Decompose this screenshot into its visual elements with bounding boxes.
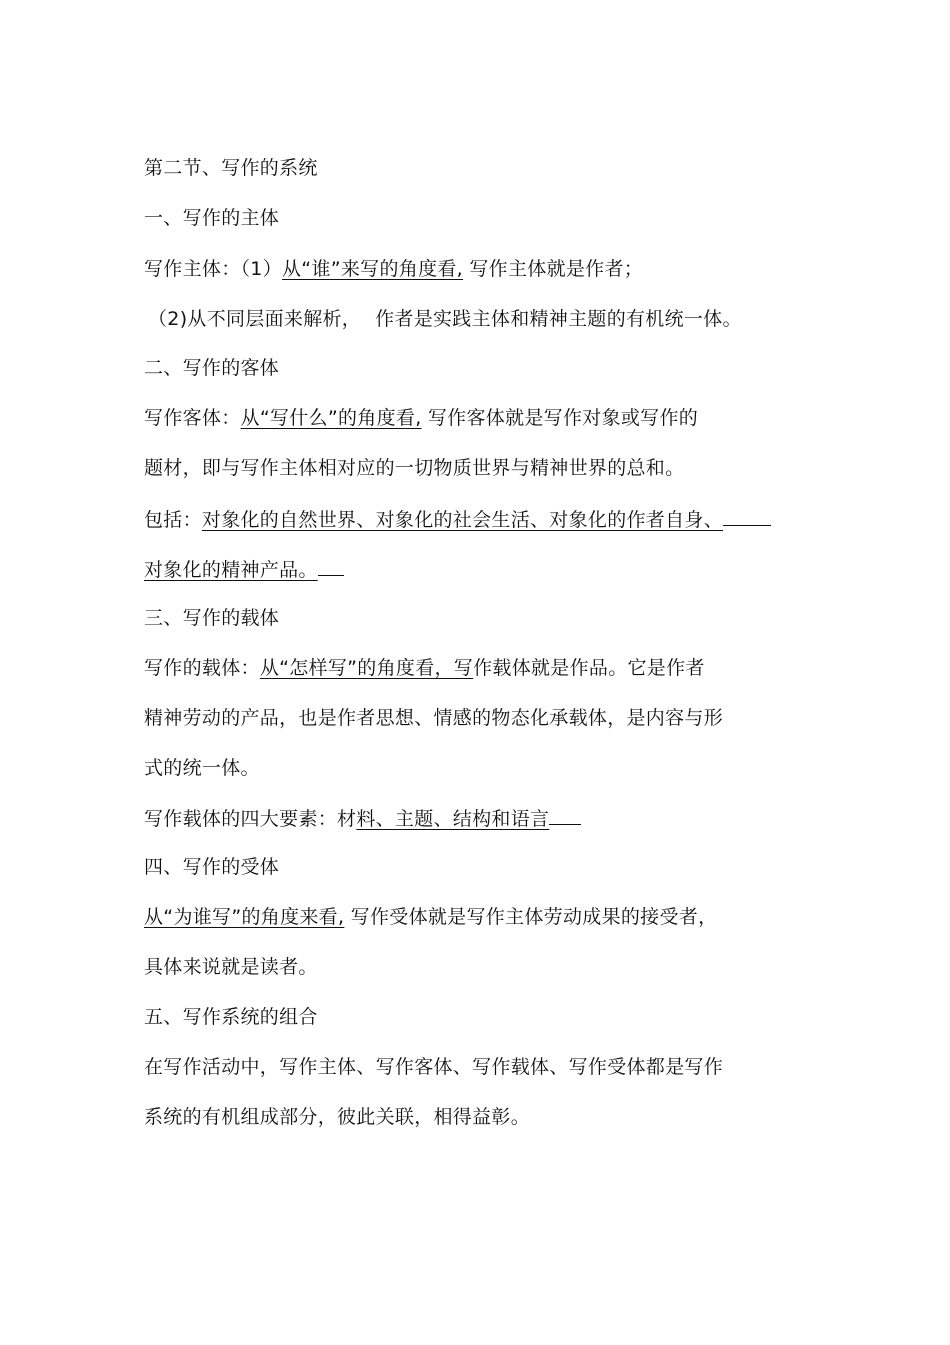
paragraph-line	[148, 306, 742, 332]
paragraph-line	[144, 705, 723, 731]
underlined-answer: 从“写什么”的角度看,	[240, 407, 422, 429]
text-segment: 题材，即与写作主体相对应的一切物质世界与精神世界的总和。	[144, 457, 685, 479]
underlined-answer: 从“谁”来写的角度看,	[282, 258, 464, 280]
text-segment: 写作客体就是写作对象或写作的	[421, 407, 699, 429]
text-segment: 在写作活动中，写作主体、写作客体、写作载体、写作受体都是写作	[144, 1056, 724, 1078]
text-segment: 系统的有机组成部分，彼此关联，相得益彰。	[144, 1106, 531, 1128]
underlined-answer: 对象化的自然世界、对象化的社会生活、对象化的作者自身、	[201, 509, 724, 531]
heading-object-text: 二、写作的客体	[144, 357, 280, 379]
text-segment: 写作的载体：	[144, 657, 260, 679]
underlined-answer: 从“为谁写”的角度来看,	[144, 906, 345, 928]
paragraph-line	[144, 804, 581, 832]
text-segment: 作者是实践主体和精神主题的有机统一体。	[375, 308, 742, 330]
heading-carrier-text: 三、写作的载体	[144, 607, 280, 629]
fill-blank	[318, 555, 344, 576]
paragraph-line	[144, 455, 684, 481]
paragraph-line	[144, 405, 698, 431]
text-segment: 具体来说就是读者。	[144, 956, 318, 978]
heading-combination	[144, 1004, 318, 1030]
paragraph-line	[144, 505, 771, 533]
heading-subject	[144, 205, 279, 231]
section-title-text: 第二节、写作的系统	[144, 157, 318, 179]
paragraph-line	[144, 904, 717, 930]
text-segment: 作载体就是作品。它是作者	[473, 657, 705, 679]
fill-blank	[723, 505, 771, 526]
paragraph-line	[144, 755, 260, 781]
heading-carrier	[144, 605, 279, 631]
underlined-answer: 料、主题、结构和语言	[356, 808, 550, 830]
text-segment: 写作客体：	[144, 407, 241, 429]
heading-subject-text: 一、写作的主体	[144, 207, 280, 229]
text-segment: 写作主体：（1）	[144, 258, 282, 280]
section-title	[144, 155, 318, 181]
heading-receiver-text: 四、写作的受体	[144, 856, 280, 878]
text-segment: 写作载体的四大要素：材	[144, 808, 357, 830]
paragraph-line	[144, 954, 318, 980]
text-segment: 包括：	[144, 509, 202, 531]
paragraph-line	[144, 655, 705, 681]
paragraph-line	[144, 256, 643, 282]
heading-object	[144, 355, 279, 381]
text-segment: 写作受体就是写作主体劳动成果的接受者，	[344, 906, 718, 928]
text-segment: （2)从不同层面来解析，	[148, 308, 362, 330]
text-segment: 式的统一体。	[144, 757, 260, 779]
heading-combination-text: 五、写作系统的组合	[144, 1006, 318, 1028]
paragraph-line	[144, 1054, 723, 1080]
underlined-answer: 从“怎样写”的角度看，写	[259, 657, 474, 679]
paragraph-line	[144, 1104, 530, 1130]
fill-blank	[549, 804, 581, 825]
text-segment: 写作主体就是作者；	[463, 258, 644, 280]
heading-receiver	[144, 854, 279, 880]
underlined-answer: 对象化的精神产品。	[144, 559, 318, 581]
text-segment: 精神劳动的产品，也是作者思想、情感的物态化承载体，是内容与形	[144, 707, 724, 729]
paragraph-line	[144, 555, 344, 583]
